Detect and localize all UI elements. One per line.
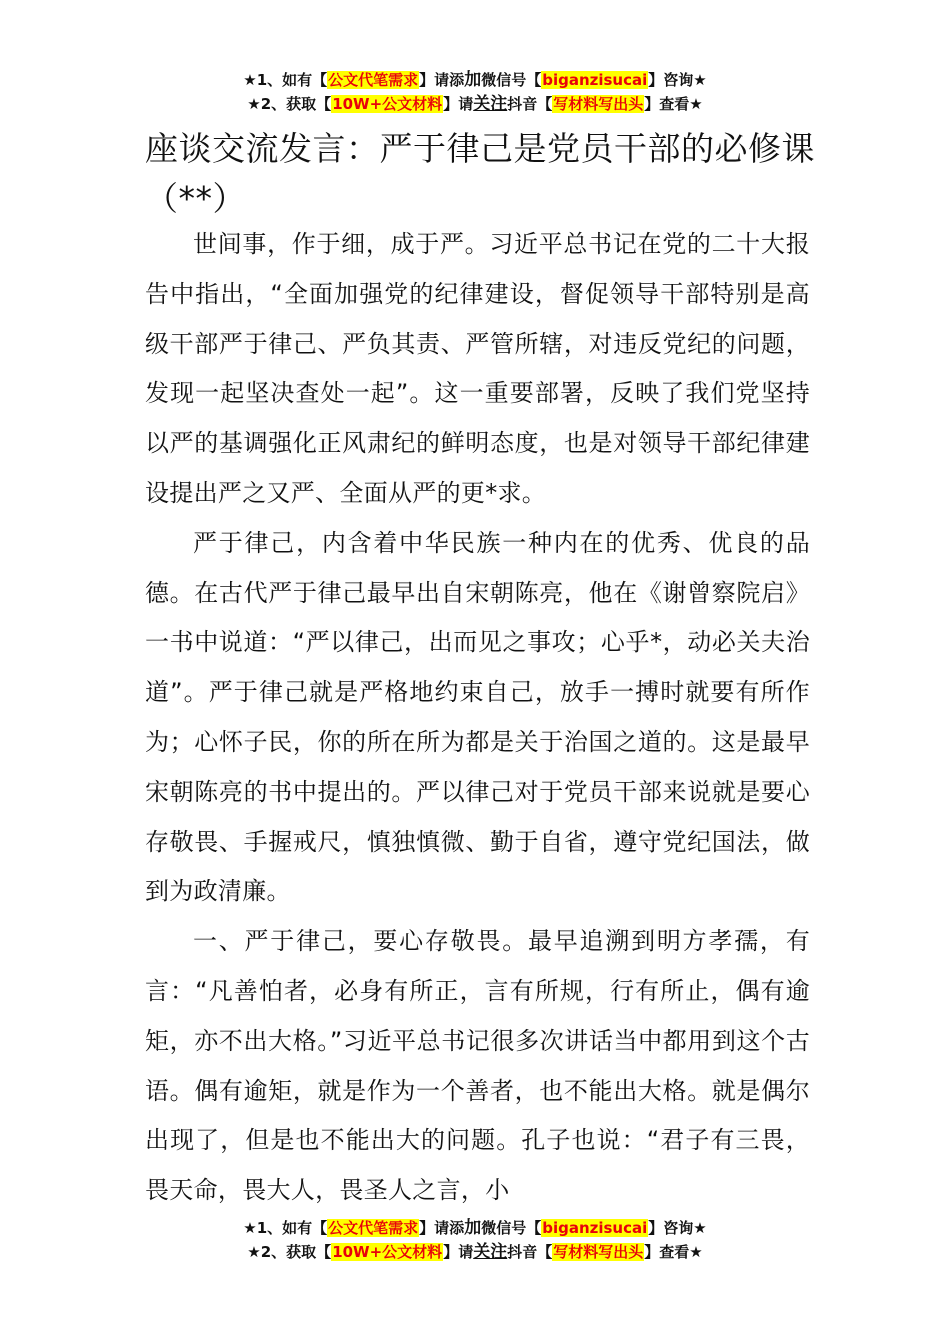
promo-highlight: 10W+公文材料 bbox=[332, 95, 443, 113]
promo-text: 】请 bbox=[443, 95, 474, 113]
header-promo-banner bbox=[0, 68, 950, 116]
promo-text: 】请添 bbox=[419, 71, 465, 89]
promo-highlight: 公文代笔需求 bbox=[328, 71, 419, 89]
promo-line-1 bbox=[0, 68, 950, 92]
promo-douyin-id: 写材料写出头 bbox=[553, 95, 644, 113]
promo-text: 微信号【 bbox=[481, 1219, 542, 1237]
footer-promo-banner bbox=[0, 1216, 950, 1264]
promo-wechat-id: biganzisucai bbox=[542, 71, 648, 89]
promo-text: ★2、获取【 bbox=[247, 95, 332, 113]
promo-text: 加 bbox=[464, 1218, 482, 1238]
promo-text: 】咨询★ bbox=[648, 1219, 707, 1237]
promo-text: 微信号【 bbox=[481, 71, 542, 89]
promo-text: 关注 bbox=[473, 94, 508, 114]
promo-text: 】查看★ bbox=[644, 1243, 703, 1261]
promo-text: 】查看★ bbox=[644, 95, 703, 113]
promo-text: ★2、获取【 bbox=[247, 1243, 332, 1261]
promo-text: 】请 bbox=[443, 1243, 474, 1261]
paragraph-1: 世间事，作于细，成于严。习近平总书记在党的二十大报告中指出，“全面加强党的纪律建设，督促领导干部特别是高级干部严于律己、严负其责、严管所辖，对违反党纪的问题，发现一起坚决查处一起”。这一重要部署，反映了我们党坚持以严的基调强化正风肃纪的鲜明态度，也是对领导干部纪律建设提出严之又严、全面从严的更*求。 bbox=[145, 230, 810, 507]
promo-line-2 bbox=[0, 1240, 950, 1264]
document-title: 座谈交流发言：严于律己是党员干部的必修课（**） bbox=[145, 129, 815, 218]
promo-wechat-id: biganzisucai bbox=[542, 1219, 648, 1237]
promo-line-2 bbox=[0, 92, 950, 116]
promo-douyin-id: 写材料写出头 bbox=[553, 1243, 644, 1261]
promo-text: 抖音【 bbox=[507, 95, 553, 113]
paragraph-3: 一、严于律己，要心存敬畏。最早追溯到明方孝孺，有言：“凡善怕者，必身有所正，言有所规，行有所止，偶有逾矩，亦不出大格。”习近平总书记很多次讲话当中都用到这个古语。偶有逾矩，就是作为一个善者，也不能出大格。就是偶尔出现了，但是也不能出大的问题。孔子也说：“君子有三畏，畏天命，畏大人，畏圣人之言，小 bbox=[145, 927, 811, 1205]
promo-highlight: 10W+公文材料 bbox=[332, 1243, 443, 1261]
promo-text: 】请添 bbox=[419, 1219, 465, 1237]
promo-text: 抖音【 bbox=[507, 1243, 553, 1261]
promo-text: 】咨询★ bbox=[648, 71, 707, 89]
promo-text: ★1、如有【 bbox=[243, 1219, 328, 1237]
promo-text: 关注 bbox=[473, 1242, 508, 1262]
promo-line-1 bbox=[0, 1216, 950, 1240]
promo-text: ★1、如有【 bbox=[243, 71, 328, 89]
document-body bbox=[145, 220, 810, 1216]
promo-text: 加 bbox=[464, 70, 482, 90]
promo-highlight: 公文代笔需求 bbox=[328, 1219, 419, 1237]
paragraph-2: 严于律己，内含着中华民族一种内在的优秀、优良的品德。在古代严于律己最早出自宋朝陈亮，他在《谢曾察院启》一书中说道：“严以律己，出而见之事攻；心乎*，动必关夫治道”。严于律己就是严格地约束自己，放手一搏时就要有所作为；心怀子民，你的所在所为都是关于治国之道的。这是最早宋朝陈亮的书中提出的。严以律己对于党员干部来说就是要心存敬畏、手握戒尺，慎独慎微、勤于自省，遵守党纪国法，做到为政清廉。 bbox=[145, 528, 810, 906]
